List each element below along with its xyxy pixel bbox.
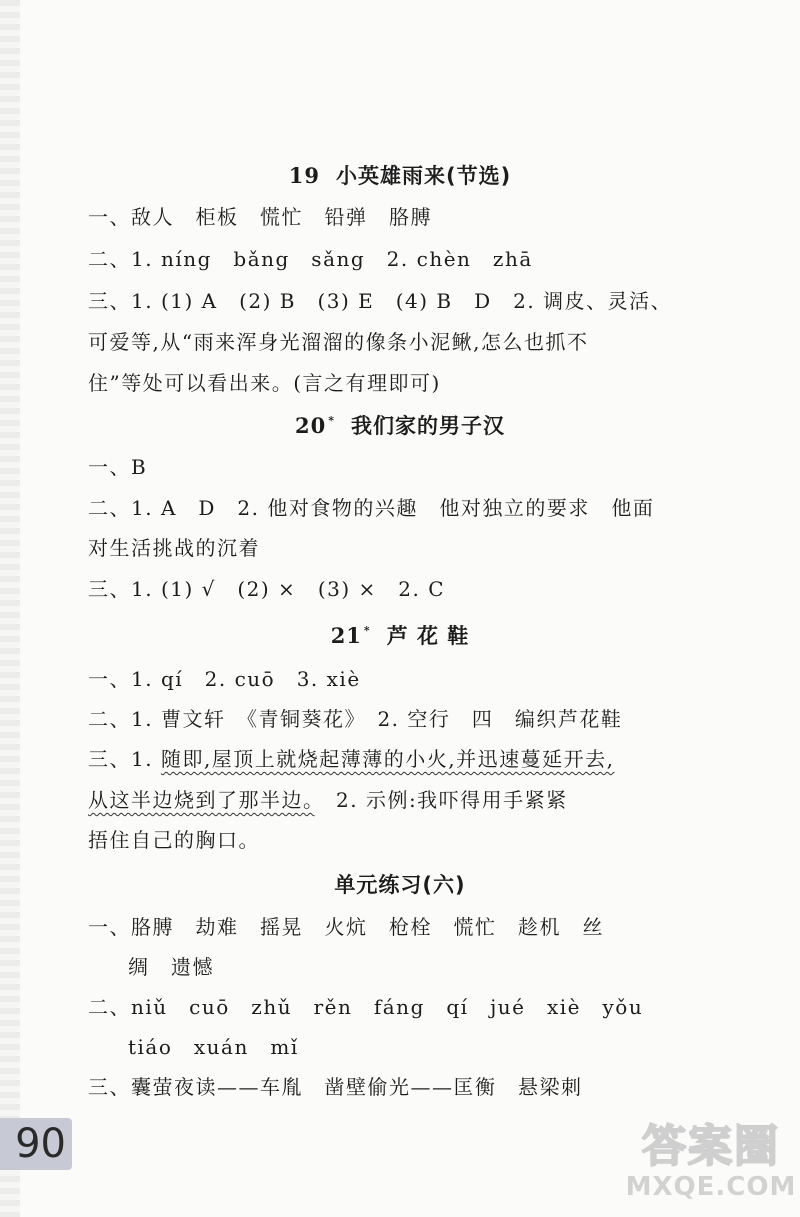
star-mark: *	[363, 624, 371, 637]
answer-line: 一、B	[88, 455, 148, 479]
section-title-text: 我们家的男子汉	[351, 414, 505, 438]
section-number	[331, 623, 371, 648]
watermark-logo	[622, 1110, 800, 1210]
section-title-text: 小英雄雨来(节选)	[336, 164, 512, 188]
section-number-text: 20	[295, 413, 327, 438]
section-title-text: 芦 花 鞋	[386, 624, 470, 648]
answer-line: 三、1. (1) √ (2) × (3) × 2. C	[88, 577, 446, 601]
answer-line	[88, 785, 662, 815]
answer-line: 二、1. A D 2. 他对食物的兴趣 他对独立的要求 他面	[88, 496, 655, 520]
watermark-text: 答案圈	[642, 1121, 780, 1172]
answer-line: 可爱等,从“雨来浑身光溜溜的像条小泥鳅,怎么也抓不	[88, 330, 589, 354]
answer-line: 住”等处可以看出来。(言之有理即可)	[88, 371, 441, 395]
answer-text: 2. 示例:我吓得用手紧紧	[314, 788, 568, 812]
answer-line: 三、1. (1) A (2) B (3) E (4) B D 2. 调皮、灵活、	[88, 289, 673, 313]
answer-line: 二、1. 曹文轩 《青铜葵花》 2. 空行 四 编织芦花鞋	[88, 707, 623, 731]
question-prefix: 三、1.	[88, 747, 161, 771]
answer-line	[88, 744, 662, 774]
answer-line: 捂住自己的胸口。	[88, 828, 260, 852]
section-19-title	[0, 160, 800, 190]
section-title-text: 单元练习(六)	[334, 873, 466, 897]
section-21-title	[0, 620, 800, 650]
section-number: 19	[288, 163, 321, 188]
section-number-text: 21	[330, 623, 362, 648]
section-number	[295, 413, 335, 438]
answer-line: 对生活挑战的沉着	[88, 536, 260, 560]
answer-line: 一、1. qí 2. cuō 3. xiè	[88, 667, 361, 691]
answer-line: 一、胳膊 劫难 摇晃 火炕 枪栓 慌忙 趁机 丝	[88, 915, 604, 939]
star-mark: *	[328, 414, 335, 427]
watermark-url: MXQE.COM	[625, 1172, 797, 1202]
answer-line: 二、1. níng bǎng sǎng 2. chèn zhā	[88, 247, 533, 271]
underlined-quote: 从这半边烧到了那半边。	[88, 788, 315, 812]
answer-line: 三、囊萤夜读——车胤 凿壁偷光——匡衡 悬梁刺	[88, 1075, 583, 1099]
answer-line: 二、niǔ cuō zhǔ rěn fáng qí jué xiè yǒu	[88, 995, 644, 1019]
answer-line: 一、敌人 柜板 慌忙 铅弹 胳膊	[88, 205, 432, 229]
answer-line: tiáo xuán mǐ	[128, 1035, 299, 1059]
page-number: 90	[0, 1118, 72, 1170]
section-20-title	[0, 410, 800, 440]
unit-exercise-title	[0, 869, 800, 899]
underlined-quote: 随即,屋顶上就烧起薄薄的小火,并迅速蔓延开去,	[160, 747, 615, 771]
answer-line: 绸 遗憾	[128, 955, 214, 979]
